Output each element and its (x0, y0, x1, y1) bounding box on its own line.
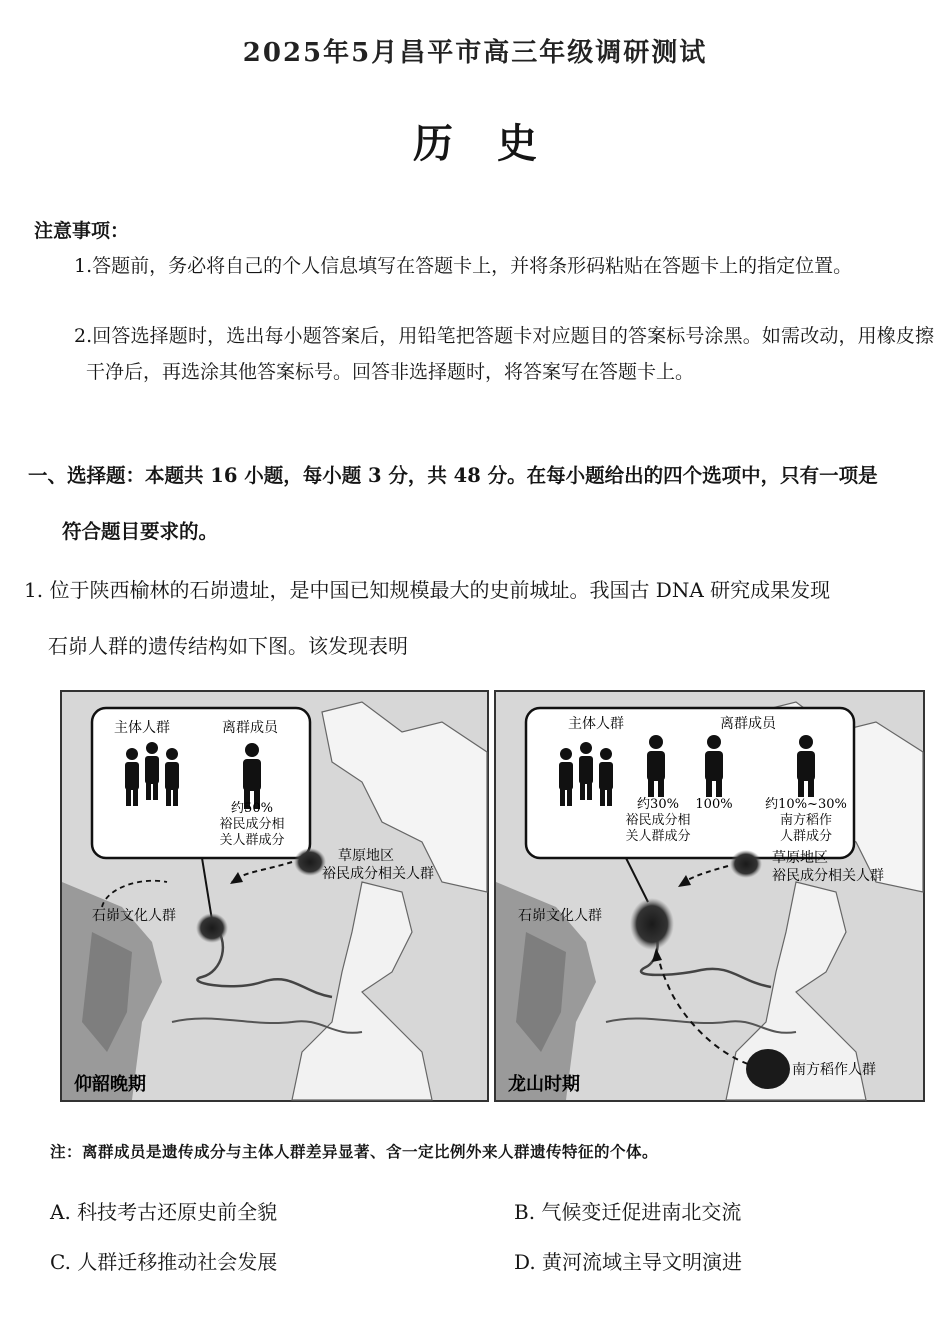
section-heading-line2: 符合题目要求的。 (62, 520, 219, 543)
note-number: 1. (74, 255, 93, 277)
subject-title: 历史 (413, 120, 581, 167)
outlier-1-desc-1: 裕民成分相 (625, 813, 691, 828)
note-item-2 (74, 318, 934, 390)
section-heading-line1: 一、选择题：本题共 16 小题，每小题 3 分，共 48 分。在每小题给出的四个选项中，只有一项是 (28, 464, 878, 487)
note-text: 答题前，务必将自己的个人信息填写在答题卡上，并将条形码粘贴在答题卡上的指定位置。 (92, 255, 853, 277)
steppe-marker (730, 850, 762, 878)
outlier-pct: 约50% (231, 801, 273, 816)
note-number: 2. (74, 325, 93, 347)
question-1-line2: 石峁人群的遗传结构如下图。该发现表明 (48, 634, 408, 658)
outlier-1-pct: 约30% (637, 797, 679, 812)
steppe-label-1: 草原地区 (338, 848, 394, 864)
option-d[interactable]: D. 黄河流域主导文明演进 (514, 1250, 743, 1274)
period-label: 龙山时期 (508, 1074, 580, 1095)
outlier-3-desc-2: 人群成分 (779, 829, 833, 844)
exam-header (0, 22, 950, 68)
map-yangshao-svg (62, 692, 487, 1100)
figure-note: 注：离群成员是遗传成分与主体人群差异显著、含一定比例外来人群遗传特征的个体。 (50, 1142, 659, 1161)
legend-main-label: 主体人群 (568, 716, 624, 732)
shimao-label: 石峁文化人群 (92, 908, 176, 924)
option-b[interactable]: B. 气候变迁促进南北交流 (514, 1200, 742, 1224)
map-longshan-svg (496, 692, 923, 1100)
period-label: 仰韶晚期 (74, 1074, 146, 1095)
shimao-marker (196, 913, 228, 943)
south-label: 南方稻作人群 (792, 1062, 876, 1078)
outlier-1-desc-2: 关人群成分 (625, 829, 691, 844)
steppe-label-2: 裕民成分相关人群 (772, 868, 884, 884)
notes-heading: 注意事项： (34, 220, 130, 242)
legend-outlier-label: 离群成员 (720, 716, 776, 732)
question-1-line1: 1. 位于陕西榆林的石峁遗址，是中国已知规模最大的史前城址。我国古 DNA 研究成果发现 (24, 578, 831, 602)
note-text: 回答选择题时，选出每小题答案后，用铅笔把答题卡对应题目的答案标号涂黑。如需改动，用橡皮擦干净后，再选涂其他答案标号。回答非选择题时，将答案写在答题卡上。 (86, 325, 934, 383)
south-rice-marker (746, 1049, 790, 1089)
legend-main-label: 主体人群 (114, 720, 170, 736)
outlier-2-pct: 100% (695, 797, 733, 812)
shimao-marker (630, 898, 674, 950)
outlier-3-pct: 约10%~30% (765, 797, 847, 812)
steppe-label-1: 草原地区 (772, 850, 828, 866)
steppe-label-2: 裕民成分相关人群 (322, 866, 434, 882)
map-yangshao-late (60, 690, 489, 1102)
note-item-1 (74, 248, 934, 284)
option-a[interactable]: A. 科技考古还原史前全貌 (50, 1200, 278, 1224)
outlier-desc-1: 裕民成分相 (219, 817, 285, 832)
option-c[interactable]: C. 人群迁移推动社会发展 (50, 1250, 278, 1274)
map-longshan (494, 690, 925, 1102)
outlier-desc-2: 关人群成分 (219, 833, 285, 848)
exam-title: 2025年5月昌平市高三年级调研测试 (242, 38, 708, 68)
legend-outlier-label: 离群成员 (222, 720, 278, 736)
outlier-3-desc-1: 南方稻作 (779, 813, 833, 828)
shimao-label: 石峁文化人群 (518, 908, 602, 924)
